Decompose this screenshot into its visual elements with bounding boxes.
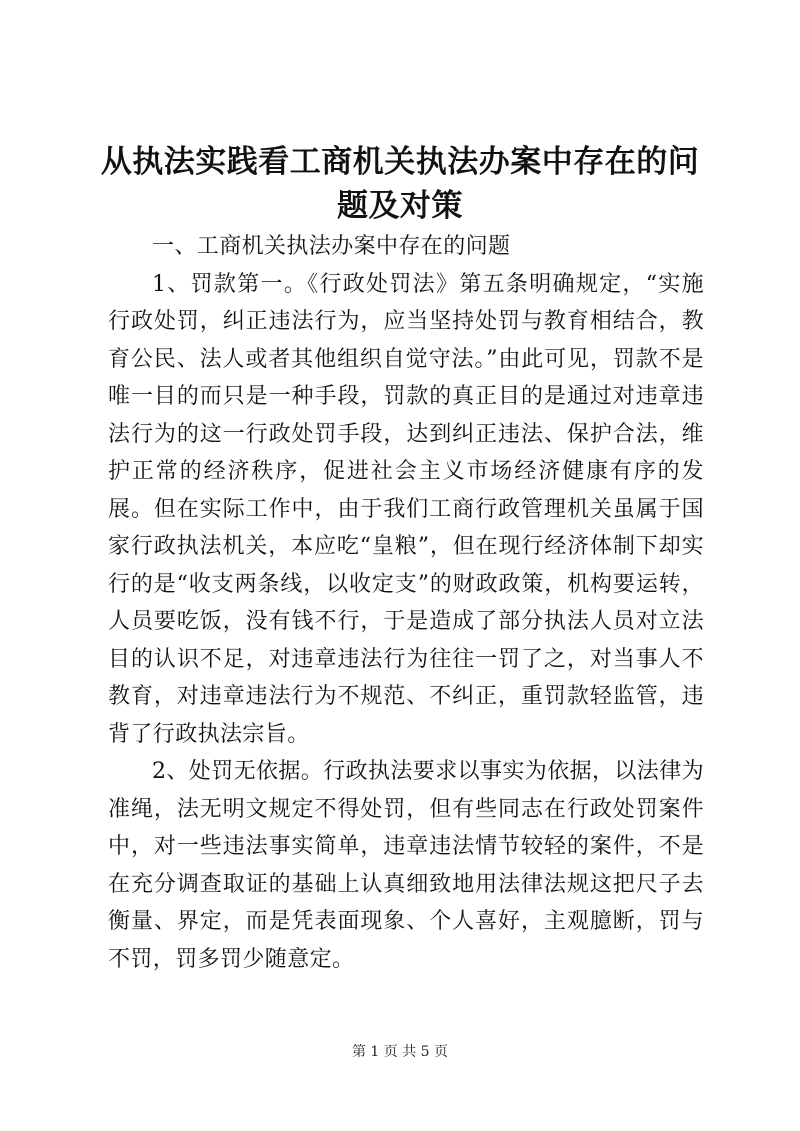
paragraph-no-legal-basis: 2、处罚无依据。行政执法要求以事实为依据，以法律为准绳，法无明文规定不得处罚，但有些同志在行政处罚案件中，对一些违法事实简单，违章违法情节较轻的案件，不是在充分调查取证的基础上认真细致地用法律法规这把尺子去衡量、界定，而是凭表面现象、个人喜好，主观臆断，罚与不罚，罚多罚少随意定。 xyxy=(108,759,704,972)
document-title: 从执法实践看工商机关执法办案中存在的问题及对策 xyxy=(100,144,700,224)
section-heading: 一、工商机关执法办案中存在的问题 xyxy=(152,234,511,259)
document-body xyxy=(108,228,704,978)
paragraph-fines-first: 1、罚款第一。《行政处罚法》第五条明确规定，“实施行政处罚，纠正违法行为，应当坚持处罚与教育相结合，教育公民、法人或者其他组织自觉守法。”由此可见，罚款不是唯一目的而只是一种手段，罚款的真正目的是通过对违章违法行为的这一行政处罚手段，达到纠正违法、保护合法，维护正常的经济秩序，促进社会主义市场经济健康有序的发展。但在实际工作中，由于我们工商行政管理机关虽属于国家行政执法机关，本应吃“皇粮”，但在现行经济体制下却实行的是“收支两条线，以收定支”的财政政策，机构要运转，人员要吃饭，没有钱不行，于是造成了部分执法人员对立法目的认识不足，对违章违法行为往往一罚了之，对当事人不教育，对违章违法行为不规范、不纠正，重罚款轻监管，违背了行政执法宗旨。 xyxy=(108,271,704,747)
page-footer: 第 1 页 共 5 页 xyxy=(351,1044,449,1060)
